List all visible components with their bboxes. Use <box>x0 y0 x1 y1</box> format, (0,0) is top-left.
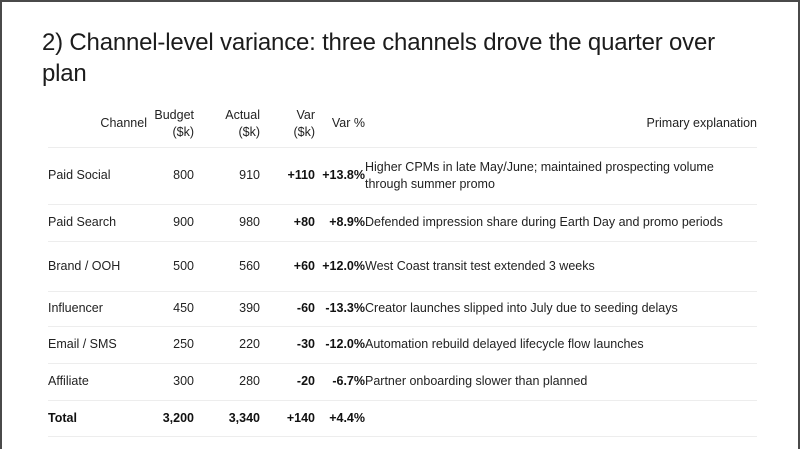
header-budget-line1: Budget <box>154 107 194 122</box>
slide-title: 2) Channel-level variance: three channels drove the quarter over plan <box>42 29 715 87</box>
table-header-row <box>48 101 757 147</box>
header-budget-line2: ($k) <box>172 124 194 139</box>
header-budget <box>147 101 194 147</box>
cell-var-pct: +4.4% <box>329 410 365 425</box>
header-actual <box>194 101 260 147</box>
header-actual-line1: Actual <box>225 107 260 122</box>
cell-var: +60 <box>293 258 315 273</box>
header-channel: Channel <box>100 116 147 131</box>
cell-budget: 450 <box>173 301 194 316</box>
cell-var-pct: +8.9% <box>329 215 365 230</box>
header-var <box>260 101 315 147</box>
cell-var: +80 <box>293 215 315 230</box>
cell-channel: Paid Search <box>48 215 117 230</box>
cell-var-pct: -13.3% <box>325 301 365 316</box>
cell-var: -20 <box>296 374 315 389</box>
cell-explanation: Defended impression share during Earth Day and promo periods <box>365 215 723 230</box>
row-paid-social <box>48 147 757 204</box>
row-email-sms <box>48 326 757 363</box>
header-explanation: Primary explanation <box>646 116 757 131</box>
cell-budget: 800 <box>173 168 194 183</box>
channel-variance-table <box>48 101 757 437</box>
cell-channel: Brand / OOH <box>48 258 121 273</box>
cell-actual: 220 <box>239 337 260 352</box>
header-var-line2: ($k) <box>293 124 315 139</box>
cell-actual: 910 <box>239 168 260 183</box>
cell-var-pct: -6.7% <box>332 374 365 389</box>
cell-budget: 250 <box>173 337 194 352</box>
cell-actual: 280 <box>239 374 260 389</box>
cell-actual: 560 <box>239 258 260 273</box>
cell-actual: 980 <box>239 215 260 230</box>
cell-budget: 500 <box>173 258 194 273</box>
cell-var-pct: +12.0% <box>322 258 365 273</box>
header-var-line1: Var <box>296 107 315 122</box>
cell-channel: Influencer <box>48 301 103 316</box>
cell-explanation: West Coast transit test extended 3 weeks <box>365 258 595 273</box>
cell-actual: 390 <box>239 301 260 316</box>
cell-explanation: Automation rebuild delayed lifecycle flow launches <box>365 337 644 352</box>
row-paid-search <box>48 204 757 241</box>
header-actual-line2: ($k) <box>238 124 260 139</box>
cell-channel: Total <box>48 410 77 425</box>
cell-explanation: Partner onboarding slower than planned <box>365 374 588 389</box>
cell-var: +140 <box>286 410 315 425</box>
row-total <box>48 400 757 436</box>
row-brand-ooh <box>48 241 757 291</box>
cell-budget: 3,200 <box>162 410 194 425</box>
cell-budget: 900 <box>173 215 194 230</box>
cell-channel: Affiliate <box>48 374 89 389</box>
cell-channel: Paid Social <box>48 168 111 183</box>
cell-var: -30 <box>296 337 315 352</box>
cell-budget: 300 <box>173 374 194 389</box>
cell-explanation: Creator launches slipped into July due to seeding delays <box>365 301 678 316</box>
cell-var-pct: +13.8% <box>322 168 365 183</box>
row-influencer <box>48 291 757 326</box>
cell-var-pct: -12.0% <box>325 337 365 352</box>
header-var-pct: Var % <box>331 116 365 131</box>
cell-var: +110 <box>287 168 315 183</box>
cell-explanation: Higher CPMs in late May/June; maintained prospecting volume through summer promo <box>365 159 714 191</box>
cell-actual: 3,340 <box>228 410 260 425</box>
cell-var: -60 <box>296 301 315 316</box>
cell-channel: Email / SMS <box>48 337 117 352</box>
cell-explanation <box>365 400 757 436</box>
row-affiliate <box>48 363 757 400</box>
